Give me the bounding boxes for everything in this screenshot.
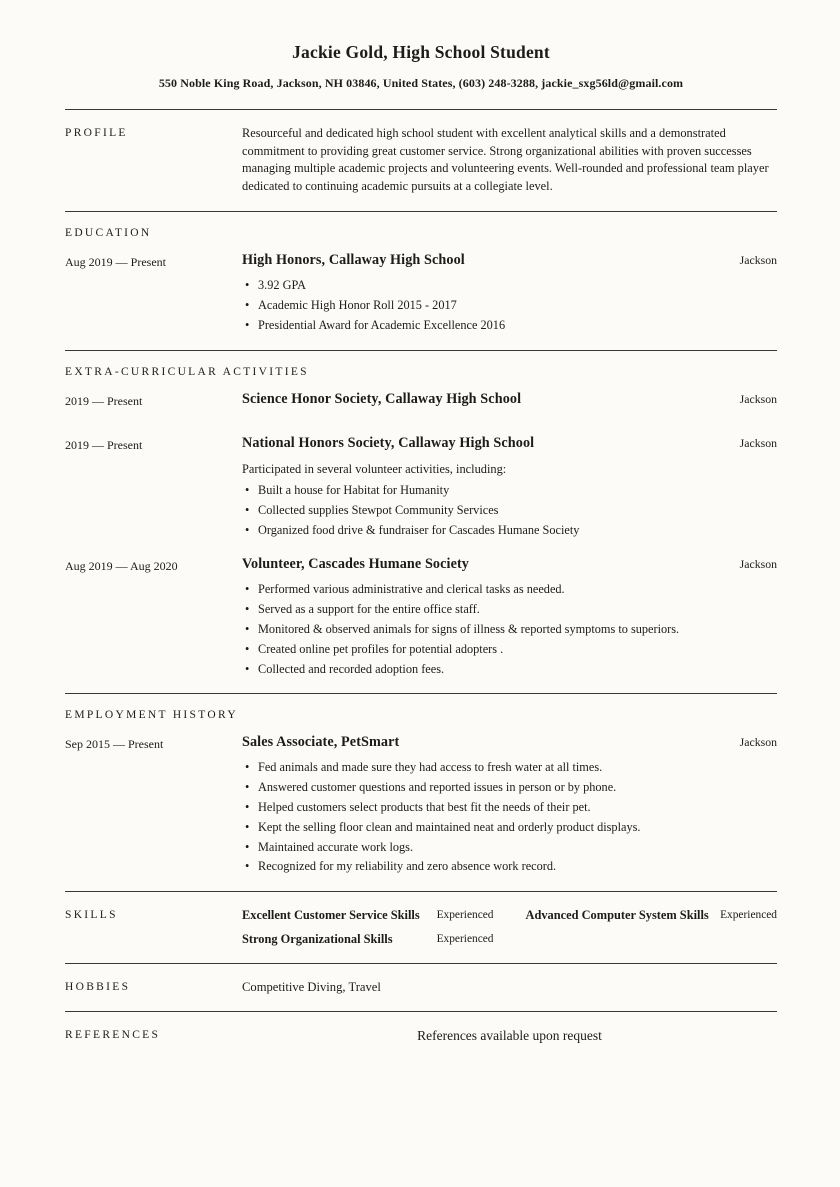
bullet-item: • Academic High Honor Roll 2015 - 2017	[242, 298, 777, 313]
extracurricular-entry	[65, 556, 777, 677]
extracurricular-entry	[65, 435, 777, 539]
references-section-label: REFERENCES	[65, 1028, 161, 1041]
education-entry	[65, 252, 777, 333]
bullet-item: • Helped customers select products that best fit the needs of their pet.	[242, 800, 777, 815]
skills-column-right	[526, 908, 778, 947]
skill-item	[242, 908, 494, 923]
bullet-item: • Organized food drive & fundraiser for Cascades Humane Society	[242, 523, 777, 538]
skills-section-label: SKILLS	[65, 908, 118, 921]
entry-head	[242, 435, 777, 452]
bullet-item: • Recognized for my reliability and zero absence work record.	[242, 859, 777, 874]
hobbies-text: Competitive Diving, Travel	[242, 979, 381, 994]
bullet-list	[242, 278, 777, 333]
bullet-item: • Collected and recorded adoption fees.	[242, 662, 777, 677]
skills-columns	[242, 908, 777, 947]
bullet-item: • Answered customer questions and reported issues in person or by phone.	[242, 780, 777, 795]
bullet-list	[242, 483, 777, 538]
entry-dates: 2019 — Present	[65, 393, 143, 408]
entry-dates: Sep 2015 — Present	[65, 737, 164, 752]
bullet-list	[242, 760, 777, 875]
bullet-item: • 3.92 GPA	[242, 278, 777, 293]
bullet-item: • Built a house for Habitat for Humanity	[242, 483, 777, 498]
skill-level: Experienced	[720, 908, 777, 921]
skills-column-left	[242, 908, 494, 947]
entry-head	[242, 734, 777, 751]
section-hobbies	[65, 964, 777, 1011]
entry-dates: 2019 — Present	[65, 437, 143, 452]
skill-item	[526, 908, 778, 923]
entry-title: Volunteer, Cascades Humane Society	[242, 556, 469, 573]
entry-dates: Aug 2019 — Aug 2020	[65, 559, 178, 574]
employment-section-label: EMPLOYMENT HISTORY	[65, 709, 238, 722]
hobbies-section-label: HOBBIES	[65, 980, 131, 993]
skill-level: Experienced	[436, 932, 494, 945]
entry-dates: Aug 2019 — Present	[65, 255, 166, 270]
bullet-item: • Presidential Award for Academic Excellence 2016	[242, 318, 777, 333]
entry-head	[242, 252, 777, 269]
section-references	[65, 1012, 777, 1060]
resume-contact: 550 Noble King Road, Jackson, NH 03846, United States, (603) 248-3288, jackie_sxg56ld@gmail.com	[158, 76, 684, 90]
resume-name: Jackie Gold, High School Student	[292, 42, 550, 62]
section-extracurricular	[65, 351, 777, 694]
section-profile	[65, 110, 777, 211]
profile-section-label: PROFILE	[65, 127, 128, 139]
entry-title: Science Honor Society, Callaway High School	[242, 390, 522, 407]
employment-entry	[65, 734, 777, 875]
bullet-item: • Monitored & observed animals for signs of illness & reported symptoms to superiors.	[242, 622, 777, 637]
bullet-item: • Fed animals and made sure they had access to fresh water at all times.	[242, 760, 777, 775]
references-text: References available upon request	[417, 1027, 602, 1043]
section-skills	[65, 892, 777, 963]
entry-head	[242, 391, 777, 408]
entry-location: Jackson	[739, 253, 777, 268]
profile-text: Resourceful and dedicated high school student with excellent analytical skills and a demonstrated commitment to providing great customer service. Strong organizational abilities with proven successes managing multiple academic projects and volunteering events. Well-rounded and professional team player dedicated to continuing academic pursuits at a collegiate level.	[242, 126, 769, 193]
entry-title: Sales Associate, PetSmart	[242, 734, 400, 751]
skill-item	[242, 932, 494, 947]
skill-level: Experienced	[436, 908, 494, 921]
skill-name: Excellent Customer Service Skills	[242, 907, 420, 922]
skill-name: Advanced Computer System Skills	[525, 907, 709, 922]
entry-location: Jackson	[739, 435, 777, 450]
section-employment	[65, 694, 777, 891]
entry-title: High Honors, Callaway High School	[242, 252, 465, 269]
section-education	[65, 212, 777, 349]
bullet-item: • Created online pet profiles for potential adopters .	[242, 642, 777, 657]
entry-location: Jackson	[739, 735, 777, 750]
entry-intro: Participated in several volunteer activities, including:	[242, 461, 507, 476]
bullet-item: • Performed various administrative and clerical tasks as needed.	[242, 582, 777, 597]
entry-head	[242, 556, 777, 573]
bullet-item: • Collected supplies Stewpot Community Services	[242, 503, 777, 518]
extracurricular-entry	[65, 391, 777, 409]
education-section-label: EDUCATION	[65, 227, 152, 240]
extracurricular-section-label: EXTRA-CURRICULAR ACTIVITIES	[65, 365, 309, 378]
bullet-item: • Maintained accurate work logs.	[242, 840, 777, 855]
bullet-item: • Served as a support for the entire office staff.	[242, 602, 777, 617]
bullet-list	[242, 582, 777, 677]
entry-title: National Honors Society, Callaway High School	[242, 434, 535, 451]
entry-location: Jackson	[739, 557, 777, 572]
bullet-item: • Kept the selling floor clean and maintained neat and orderly product displays.	[242, 820, 777, 835]
entry-location: Jackson	[739, 391, 777, 406]
skill-name: Strong Organizational Skills	[242, 931, 393, 946]
